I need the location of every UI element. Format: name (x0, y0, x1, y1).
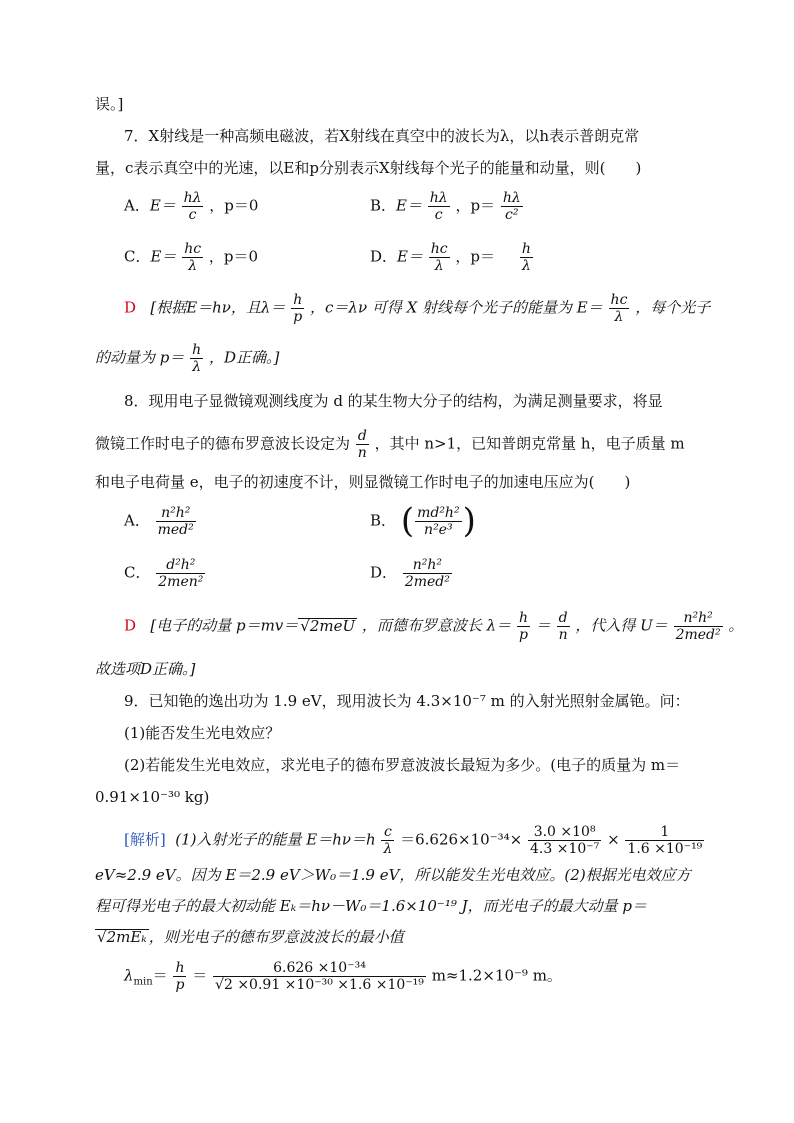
q8-option-d: D． $\frac{\text{n²h²}}{\text{2med²}}$ (370, 557, 450, 591)
q9-stem-line2: (1)能否发生光电效应？ (124, 724, 281, 742)
fraction: $\frac{\text{6.626 ×10⁻³⁴}}{\text{√2 ×0.91 ×10⁻³⁰ ×1.6 ×10⁻¹⁹}}$ (215, 960, 424, 994)
q9-stem-line3: (2)若能发生光电效应，求光电子的德布罗意波波长最短为多少。(电子的质量为 m＝ (124, 756, 681, 774)
q8-option-c: C． $\frac{\text{d²h²}}{\text{2men²}}$ (124, 557, 204, 591)
fraction: $\frac{\text{n²h²}}{\text{2med²}}$ (404, 557, 450, 591)
q9-stem-line4: 0.91×10⁻³⁰ kg) (95, 788, 210, 806)
q9-solution-line5: $\lambda_{min}=$ $\frac{h}{p}$ ＝ $\frac{\text{6.626 ×10⁻³⁴}}{\text{√2 ×0.91 ×10⁻³⁰ ×1.6 ×10⁻¹⁹}}$ m≈1.2×10⁻⁹ m。 (124, 960, 562, 994)
fraction: $\frac{1}{\text{1.6 ×10⁻¹⁹}}$ (627, 824, 703, 858)
answer-letter: D (124, 298, 137, 317)
q8-option-b: B． ( $\frac{\text{md²h²}}{\text{n²e³}}$ ) (370, 501, 476, 541)
q7-stem-line1: 7．X射线是一种高频电磁波，若X射线在真空中的波长为λ，以h表示普朗克常 (124, 127, 640, 145)
q8-stem-line3: 和电子电荷量 e，电子的初速度不计，则显微镜工作时电子的加速电压应为( ) (95, 473, 631, 491)
fraction: $\frac{hc}{\lambda}$ (610, 292, 628, 326)
q9-solution-line1: [解析] (1)入射光子的能量 E＝hν＝h $\frac{c}{\lambda}$ ＝6.626×10⁻³⁴× $\frac{\text{3.0 ×10⁸}}{\text{4.3 ×10⁻⁷}}$ × $\frac{1}{\text{1.6 ×10⁻¹⁹}}$ (124, 824, 703, 858)
q7-option-a: A．E＝ $\frac{h\lambda}{c}$ ，p＝0 (124, 190, 259, 224)
q7-option-d: D．E＝ $\frac{hc}{\lambda}$ ，p＝ $\frac{h}{\lambda}$ (370, 241, 531, 275)
q7-option-c: C．E＝ $\frac{hc}{\lambda}$ ，p＝0 (124, 241, 259, 275)
fraction: $\frac{\text{md²h²}}{\text{n²e³}}$ (417, 505, 460, 539)
fraction: $\frac{h}{p}$ (175, 960, 185, 994)
fraction: $\frac{c}{\lambda}$ (383, 824, 393, 858)
fraction: $\frac{h}{\lambda}$ (192, 342, 202, 376)
q7-stem-line2: 量，c表示真空中的光速，以E和p分别表示X射线每个光子的能量和动量，则( ) (95, 159, 642, 177)
fraction: $\frac{d}{n}$ (357, 428, 367, 462)
q8-stem-line1: 8．现用电子显微镜观测线度为 d 的某生物大分子的结构，为满足测量要求，将显 (124, 392, 663, 410)
analysis-tag: [解析] (124, 830, 166, 849)
q8-option-a: A． $\frac{\text{n²h²}}{\text{med²}}$ (124, 505, 194, 539)
q9-solution-line4: √2mEₖ ，则光电子的德布罗意波波长的最小值 (97, 928, 404, 946)
fraction: $\frac{hc}{\lambda}$ (430, 241, 448, 275)
q9-solution-line3: 程可得光电子的最大初动能 Eₖ＝hν－W₀＝1.6×10⁻¹⁹ J，而光电子的最大动量 p＝ (95, 897, 648, 915)
q7-answer-line1: D [根据E＝hν，且λ＝ $\frac{h}{p}$ ，c＝λν 可得 X 射线每个光子的能量为 E＝ $\frac{hc}{\lambda}$ ，每个光子 (124, 292, 711, 326)
fraction: $\frac{\text{n²h²}}{\text{med²}}$ (157, 505, 194, 539)
fraction: $\frac{\text{d²h²}}{\text{2men²}}$ (158, 557, 204, 591)
q9-solution-line2: eV≈2.9 eV。因为 E＝2.9 eV＞W₀＝1.9 eV，所以能发生光电效应。(2)根据光电效应方 (95, 866, 691, 884)
q8-answer-line1: D [电子的动量 p＝mv＝ √2meU ，而德布罗意波长 λ＝ $\frac{h}{p}$ ＝ $\frac{d}{n}$ ，代入得 U＝ $\frac{\text{n²h²}}{\text{2med²}}$ 。 (124, 610, 744, 644)
fraction: $\frac{h}{\lambda}$ (521, 241, 531, 275)
fraction: $\frac{d}{n}$ (558, 610, 568, 644)
fraction: $\frac{hc}{\lambda}$ (184, 241, 202, 275)
q7-answer-line2: 的动量为 p＝ $\frac{h}{\lambda}$ ，D正确。] (95, 342, 280, 376)
q8-answer-line2: 故选项D正确。] (95, 660, 196, 678)
fraction: $\frac{h}{p}$ (293, 292, 303, 326)
q8-stem-line2: 微镜工作时电子的德布罗意波长设定为 $\frac{d}{n}$ ，其中 n>1，已知普朗克常量 h，电子质量 m (95, 428, 685, 462)
prev-answer-tail: 误。] (95, 95, 124, 113)
fraction: $\frac{h\lambda}{c}$ (183, 190, 202, 224)
fraction: $\frac{h}{p}$ (518, 610, 528, 644)
answer-letter: D (124, 616, 137, 635)
q7-option-b: B．E＝ $\frac{h\lambda}{c}$ ，p＝ $\frac{h\lambda}{\text{c²}}$ (370, 190, 521, 224)
fraction: $\frac{\text{3.0 ×10⁸}}{\text{4.3 ×10⁻⁷}}$ (530, 824, 600, 858)
fraction: $\frac{h\lambda}{c}$ (429, 190, 448, 224)
q9-stem-line1: 9．已知铯的逸出功为 1.9 eV，现用波长为 4.3×10⁻⁷ m 的入射光照射金属铯。问： (124, 692, 690, 710)
fraction: $\frac{h\lambda}{\text{c²}}$ (502, 190, 521, 224)
fraction: $\frac{\text{n²h²}}{\text{2med²}}$ (675, 610, 721, 644)
